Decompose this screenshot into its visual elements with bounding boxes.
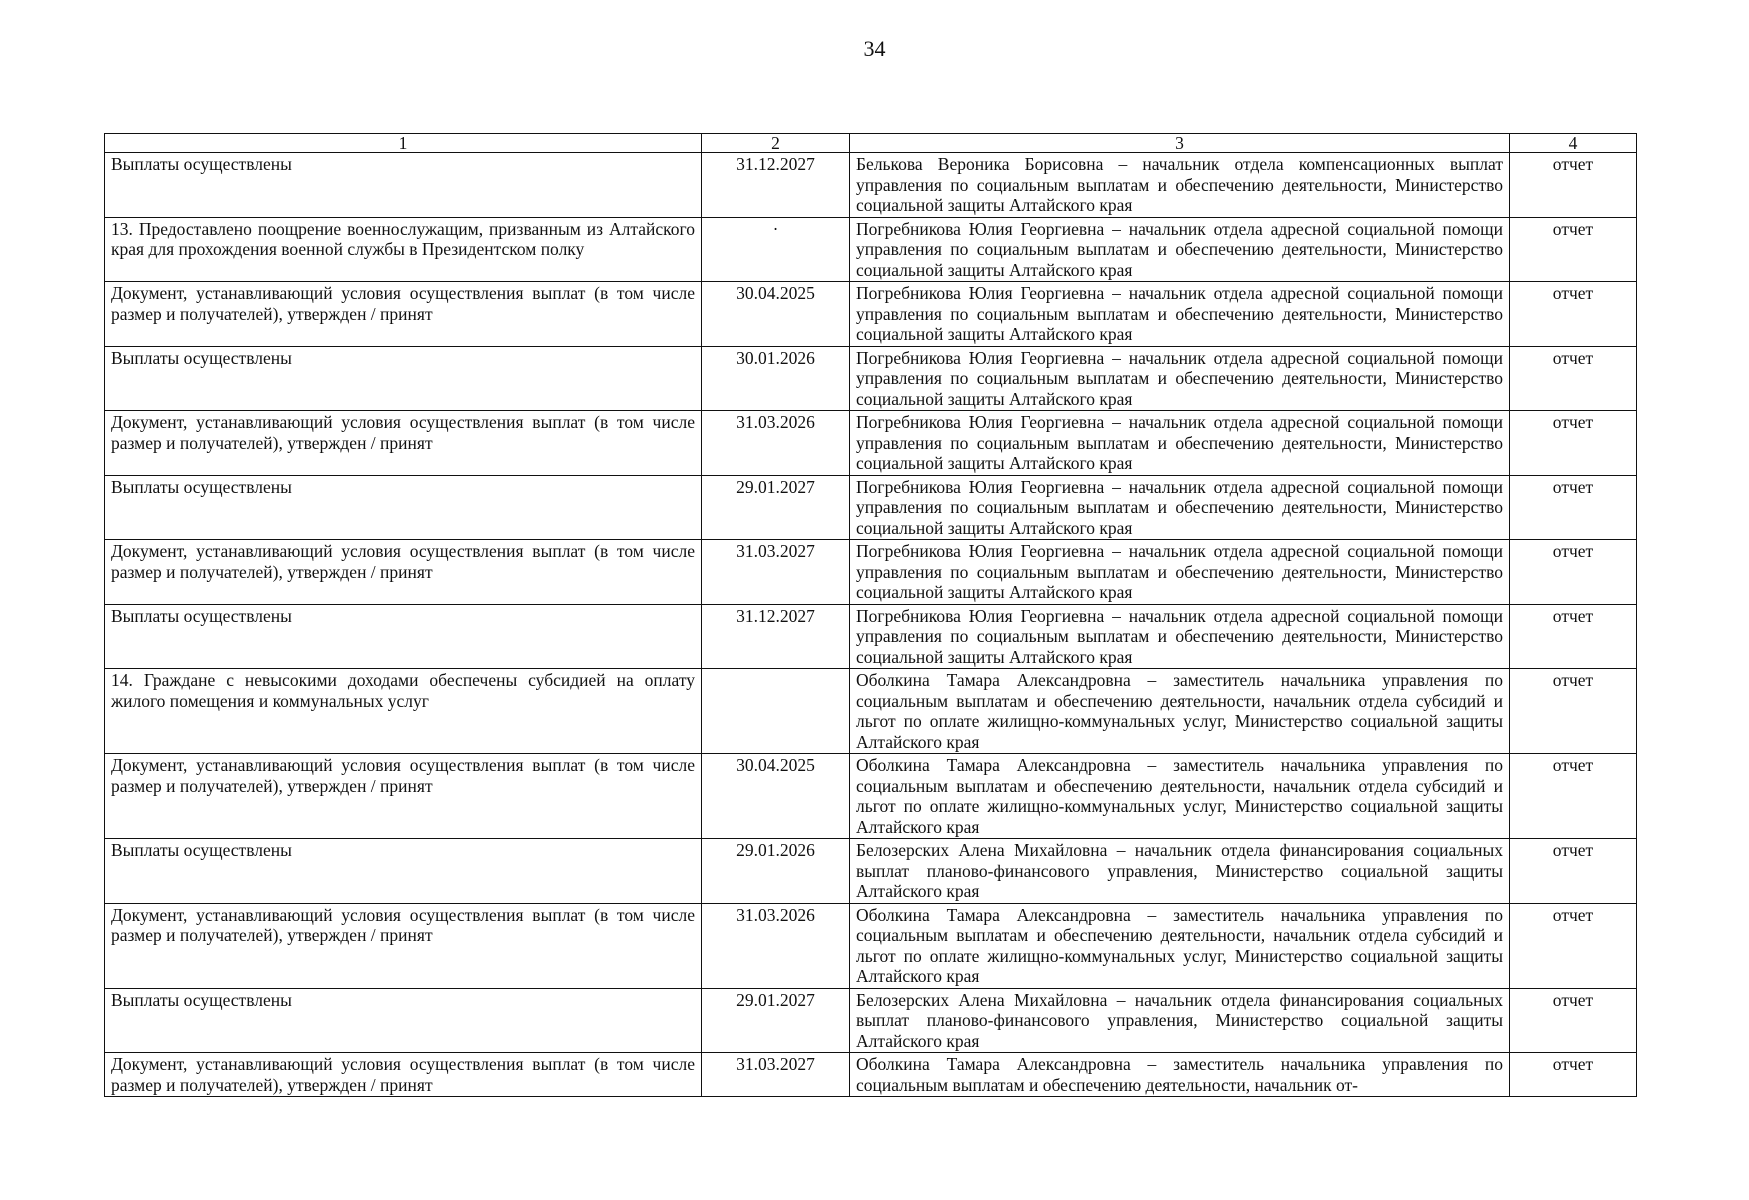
responsible-cell: Погребникова Юлия Георгиевна – начальник отдела адресной социальной помощи управления по социальным выплатам и обеспечению деятельности, Министерство социальной защиты Алтайского края <box>850 217 1510 282</box>
report-form-cell: отчет <box>1510 411 1637 476</box>
table-row <box>105 153 1637 218</box>
result-cell: 13. Предоставлено поощрение военнослужащим, призванным из Алтайского края для прохождения военной службы в Президентском полку <box>105 217 702 282</box>
result-cell: Документ, устанавливающий условия осуществления выплат (в том числе размер и получателей), утвержден / принят <box>105 282 702 347</box>
table-row <box>105 903 1637 988</box>
table-row <box>105 988 1637 1053</box>
date-cell: 30.01.2026 <box>702 346 850 411</box>
report-form-cell: отчет <box>1510 1053 1637 1097</box>
report-form-cell: отчет <box>1510 604 1637 669</box>
responsible-cell: Погребникова Юлия Георгиевна – начальник отдела адресной социальной помощи управления по социальным выплатам и обеспечению деятельности, Министерство социальной защиты Алтайского края <box>850 475 1510 540</box>
responsible-cell: Оболкина Тамара Александровна – заместитель начальника управления по социальным выплатам и обеспечению деятельности, начальник отдела субсидий и льгот по оплате жилищно-коммунальных услуг, Министерство социальной защиты Алтайского края <box>850 754 1510 839</box>
responsible-cell: Погребникова Юлия Георгиевна – начальник отдела адресной социальной помощи управления по социальным выплатам и обеспечению деятельности, Министерство социальной защиты Алтайского края <box>850 346 1510 411</box>
report-form-cell: отчет <box>1510 754 1637 839</box>
date-cell: 30.04.2025 <box>702 282 850 347</box>
date-cell: 31.03.2027 <box>702 1053 850 1097</box>
report-form-cell: отчет <box>1510 475 1637 540</box>
report-form-cell: отчет <box>1510 903 1637 988</box>
result-cell: Выплаты осуществлены <box>105 839 702 904</box>
table-row <box>105 754 1637 839</box>
report-form-cell: отчет <box>1510 217 1637 282</box>
table-row <box>105 839 1637 904</box>
table-row <box>105 540 1637 605</box>
date-cell: 31.03.2027 <box>702 540 850 605</box>
result-cell: 14. Граждане с невысокими доходами обеспечены субсидией на оплату жилого помещения и коммунальных услуг <box>105 669 702 754</box>
date-cell: · <box>702 217 850 282</box>
table-row <box>105 1053 1637 1097</box>
result-cell: Документ, устанавливающий условия осуществления выплат (в том числе размер и получателей), утвержден / принят <box>105 540 702 605</box>
table-row <box>105 475 1637 540</box>
responsible-cell: Белозерских Алена Михайловна – начальник отдела финансирования социальных выплат планово-финансового управления, Министерство социальной защиты Алтайского края <box>850 988 1510 1053</box>
date-cell: 30.04.2025 <box>702 754 850 839</box>
column-header-3: 3 <box>850 134 1510 153</box>
date-cell: 31.03.2026 <box>702 903 850 988</box>
report-form-cell: отчет <box>1510 282 1637 347</box>
responsible-cell: Оболкина Тамара Александровна – заместитель начальника управления по социальным выплатам и обеспечению деятельности, начальник отдела субсидий и льгот по оплате жилищно-коммунальных услуг, Министерство социальной защиты Алтайского края <box>850 669 1510 754</box>
result-cell: Документ, устанавливающий условия осуществления выплат (в том числе размер и получателей), утвержден / принят <box>105 903 702 988</box>
report-form-cell: отчет <box>1510 153 1637 218</box>
responsible-cell: Белькова Вероника Борисовна – начальник отдела компенсационных выплат управления по социальным выплатам и обеспечению деятельности, Министерство социальной защиты Алтайского края <box>850 153 1510 218</box>
responsible-cell: Оболкина Тамара Александровна – заместитель начальника управления по социальным выплатам и обеспечению деятельности, начальник отдела субсидий и льгот по оплате жилищно-коммунальных услуг, Министерство социальной защиты Алтайского края <box>850 903 1510 988</box>
result-cell: Документ, устанавливающий условия осуществления выплат (в том числе размер и получателей), утвержден / принят <box>105 754 702 839</box>
date-cell: 29.01.2026 <box>702 839 850 904</box>
result-cell: Выплаты осуществлены <box>105 475 702 540</box>
report-form-cell: отчет <box>1510 669 1637 754</box>
result-cell: Документ, устанавливающий условия осуществления выплат (в том числе размер и получателей), утвержден / принят <box>105 411 702 476</box>
result-cell: Документ, устанавливающий условия осуществления выплат (в том числе размер и получателей), утвержден / принят <box>105 1053 702 1097</box>
responsible-cell: Погребникова Юлия Георгиевна – начальник отдела адресной социальной помощи управления по социальным выплатам и обеспечению деятельности, Министерство социальной защиты Алтайского края <box>850 604 1510 669</box>
column-header-4: 4 <box>1510 134 1637 153</box>
responsible-cell: Оболкина Тамара Александровна – заместитель начальника управления по социальным выплатам и обеспечению деятельности, начальник от- <box>850 1053 1510 1097</box>
column-header-2: 2 <box>702 134 850 153</box>
result-cell: Выплаты осуществлены <box>105 604 702 669</box>
result-cell: Выплаты осуществлены <box>105 346 702 411</box>
table-row <box>105 669 1637 754</box>
table-row <box>105 411 1637 476</box>
date-cell: 31.03.2026 <box>702 411 850 476</box>
responsible-cell: Погребникова Юлия Георгиевна – начальник отдела адресной социальной помощи управления по социальным выплатам и обеспечению деятельности, Министерство социальной защиты Алтайского края <box>850 282 1510 347</box>
table-row <box>105 604 1637 669</box>
result-cell: Выплаты осуществлены <box>105 988 702 1053</box>
table-row <box>105 217 1637 282</box>
responsible-cell: Погребникова Юлия Георгиевна – начальник отдела адресной социальной помощи управления по социальным выплатам и обеспечению деятельности, Министерство социальной защиты Алтайского края <box>850 411 1510 476</box>
report-form-cell: отчет <box>1510 540 1637 605</box>
date-cell: 29.01.2027 <box>702 988 850 1053</box>
result-cell: Выплаты осуществлены <box>105 153 702 218</box>
date-cell: 31.12.2027 <box>702 153 850 218</box>
column-header-1: 1 <box>105 134 702 153</box>
date-cell: 31.12.2027 <box>702 604 850 669</box>
page-number: 34 <box>863 36 886 61</box>
date-cell: 29.01.2027 <box>702 475 850 540</box>
schedule-table <box>104 133 1637 1097</box>
report-form-cell: отчет <box>1510 346 1637 411</box>
table-row <box>105 346 1637 411</box>
responsible-cell: Белозерских Алена Михайловна – начальник отдела финансирования социальных выплат планово-финансового управления, Министерство социальной защиты Алтайского края <box>850 839 1510 904</box>
table-row <box>105 282 1637 347</box>
report-form-cell: отчет <box>1510 839 1637 904</box>
report-form-cell: отчет <box>1510 988 1637 1053</box>
column-number-row <box>105 134 1637 153</box>
responsible-cell: Погребникова Юлия Георгиевна – начальник отдела адресной социальной помощи управления по социальным выплатам и обеспечению деятельности, Министерство социальной защиты Алтайского края <box>850 540 1510 605</box>
date-cell <box>702 669 850 754</box>
